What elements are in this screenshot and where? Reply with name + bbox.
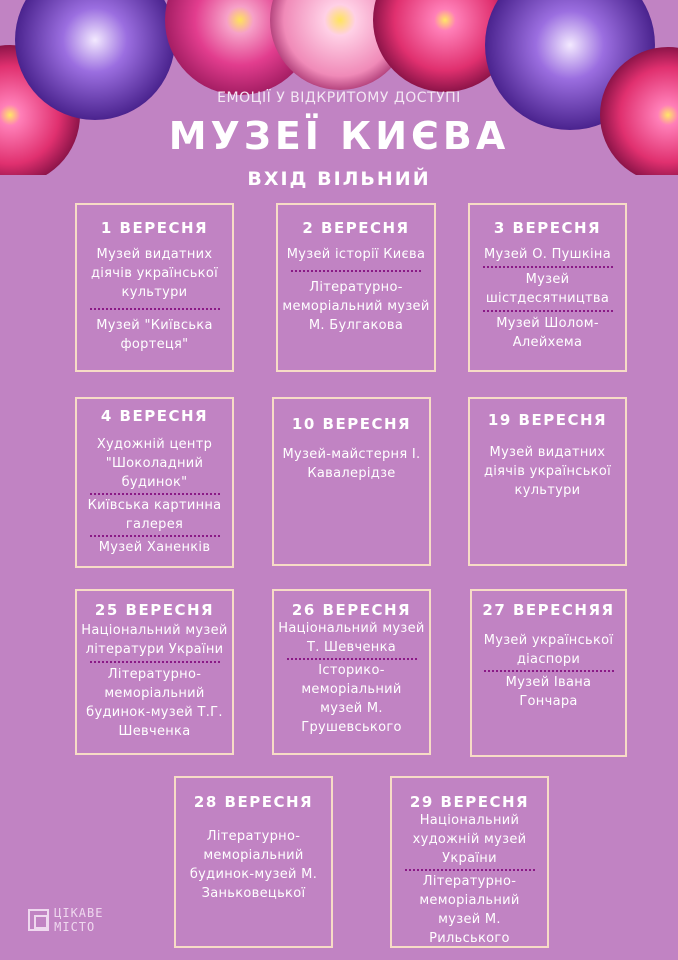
card-sep-26 <box>272 589 431 755</box>
museum-name: Національний художній музей України <box>412 813 527 866</box>
card-date: 25 ВЕРЕСНЯ <box>94 601 215 619</box>
card-date: 28 ВЕРЕСНЯ <box>193 793 314 811</box>
card-date: 29 ВЕРЕСНЯ <box>409 793 530 811</box>
card-sep-10 <box>272 397 431 566</box>
museum-name: Музей української діаспори <box>483 633 614 667</box>
museum-name: Київська картинна галерея <box>87 498 222 532</box>
museum-name: Історико-меморіальний музей М. Грушевського <box>301 663 402 735</box>
separator <box>90 535 220 537</box>
museum-name: Літературно-меморіальний будинок-музей Т.Г. Шевченка <box>86 667 223 739</box>
card-sep-3 <box>468 203 627 372</box>
separator <box>291 270 421 272</box>
separator <box>483 266 613 268</box>
card-date: 2 ВЕРЕСНЯ <box>302 219 410 237</box>
museum-name: Літературно-меморіальний музей М. Рильського <box>419 874 520 946</box>
card-date: 19 ВЕРЕСНЯ <box>487 411 608 429</box>
museum-name: Музей-майстерня І. Кавалерідзе <box>282 447 421 481</box>
museum-name: Літературно-меморіальний музей М. Булгакова <box>282 280 430 333</box>
museum-name: Художній центр "Шоколадний будинок" <box>96 437 213 490</box>
card-date: 1 ВЕРЕСНЯ <box>100 219 209 237</box>
card-sep-25 <box>75 589 234 755</box>
card-sep-2 <box>276 203 436 372</box>
separator <box>405 869 535 871</box>
card-date: 27 ВЕРЕСНЯЯ <box>482 601 615 619</box>
separator <box>287 658 417 660</box>
card-date: 4 ВЕРЕСНЯ <box>100 407 209 425</box>
museum-name: Музей історії Києва <box>286 247 426 262</box>
separator <box>90 308 220 310</box>
museum-name: Музей Івана Гончара <box>505 675 592 709</box>
card-sep-1 <box>75 203 234 372</box>
museum-name: Музей видатних діячів української культури <box>90 247 218 300</box>
museum-name: Музей Ханенків <box>98 540 211 555</box>
card-sep-29 <box>390 776 549 948</box>
card-date: 3 ВЕРЕСНЯ <box>493 219 602 237</box>
subtitle: ЕМОЦІЇ У ВІДКРИТОМУ ДОСТУПІ <box>217 90 461 106</box>
square-logo-icon <box>28 909 49 931</box>
museum-name: Національний музей Т. Шевченка <box>278 621 425 655</box>
logo <box>28 906 148 934</box>
separator <box>90 493 220 495</box>
separator <box>90 661 220 663</box>
museum-name: Музей Шолом-Алейхема <box>496 316 599 350</box>
museum-name: Національний музей літератури України <box>81 623 228 657</box>
card-sep-19 <box>468 397 627 566</box>
separator <box>483 310 613 312</box>
card-date: 26 ВЕРЕСНЯ <box>291 601 412 619</box>
museum-name: Літературно-меморіальний будинок-музей М. Заньковецької <box>189 829 318 901</box>
card-date: 10 ВЕРЕСНЯ <box>291 415 412 433</box>
museum-name: Музей видатних діячів української культури <box>483 445 611 498</box>
card-sep-28 <box>174 776 333 948</box>
museum-name: Музей О. Пушкіна <box>484 247 611 262</box>
separator <box>484 670 614 672</box>
museum-name: Музей "Київська фортеця" <box>96 318 213 352</box>
logo-text: ЦІКАВЕ МІСТО <box>54 906 104 934</box>
tagline: ВХІД ВІЛЬНИЙ <box>247 168 431 190</box>
card-sep-4 <box>75 397 234 568</box>
card-sep-27 <box>470 589 627 757</box>
page-title: МУЗЕЇ КИЄВА <box>168 114 510 158</box>
museum-name: Музей шістдесятництва <box>485 272 610 306</box>
